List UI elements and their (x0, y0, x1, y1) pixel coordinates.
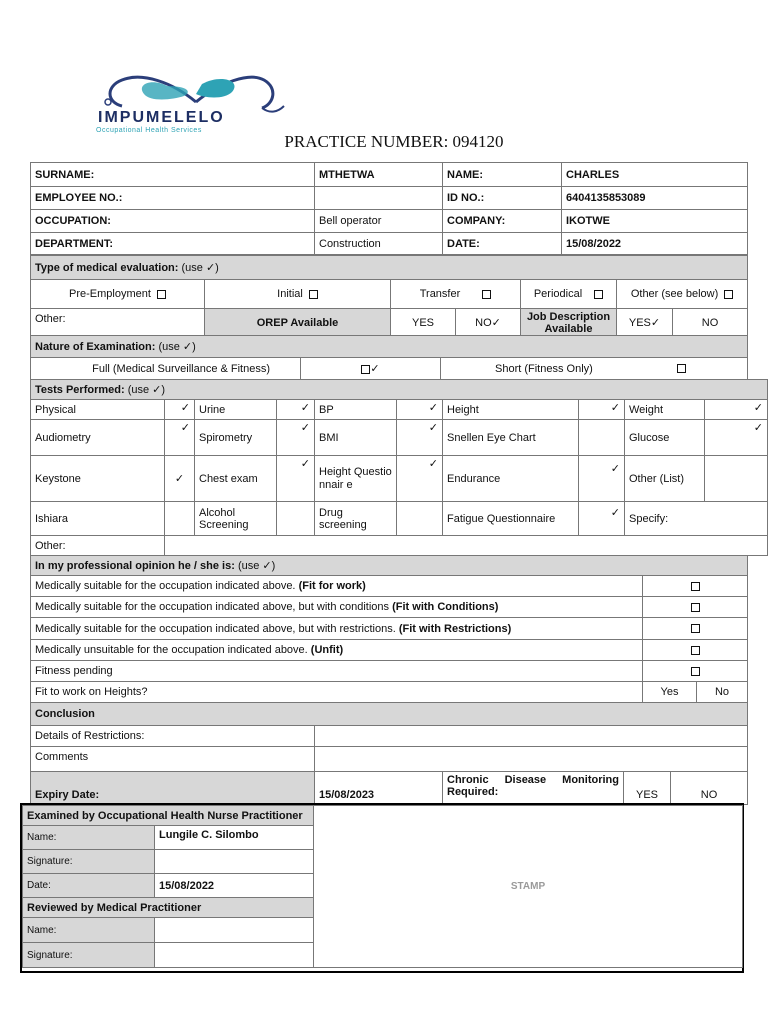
opinion-fit-checkbox[interactable] (643, 576, 748, 597)
reviewer-signature-label: Signature: (23, 943, 155, 968)
reviewer-signature-field[interactable] (155, 943, 314, 968)
department-label: DEPARTMENT: (31, 233, 315, 255)
test-alcohol-check[interactable] (277, 502, 315, 536)
chronic-no[interactable]: NO (671, 772, 748, 805)
opinion-unfit: Medically unsuitable for the occupation indicated above. (Unfit) (31, 640, 643, 661)
evaluation-table (30, 255, 748, 337)
employee-no-value (315, 187, 443, 210)
opinion-unfit-checkbox[interactable] (643, 640, 748, 661)
test-drug: Drug screening (315, 502, 397, 536)
opinion-fit-restrictions: Medically suitable for the occupation indicated above, but with restrictions. (Fit with Restrictions) (31, 618, 643, 640)
test-chest: Chest exam (195, 456, 277, 502)
job-desc-yes-checked[interactable]: YES✓ (617, 309, 673, 337)
test-audiometry: Audiometry (31, 420, 165, 456)
other-see-below-option[interactable]: Other (see below) (617, 280, 748, 309)
opinion-heights: Fit to work on Heights? (31, 682, 643, 703)
date-value: 15/08/2022 (562, 233, 748, 255)
test-bp: BP (315, 400, 397, 420)
name-label: NAME: (443, 163, 562, 187)
logo-wordmark: IMPUMELELO (98, 109, 225, 126)
signoff-table (22, 805, 743, 968)
periodical-checkbox[interactable] (594, 290, 603, 299)
test-ishiara-check[interactable] (165, 502, 195, 536)
test-bp-check[interactable]: ✓ (397, 400, 443, 420)
occupation-value: Bell operator (315, 210, 443, 233)
comments-label: Comments (31, 747, 315, 772)
nature-table (30, 335, 748, 380)
occupation-label: OCCUPATION: (31, 210, 315, 233)
initial-checkbox[interactable] (309, 290, 318, 299)
orep-yes[interactable]: YES (391, 309, 456, 336)
test-keystone: Keystone (31, 456, 165, 502)
surname-label: SURNAME: (31, 163, 315, 187)
tests-other-field[interactable] (165, 536, 768, 556)
test-snellen-check[interactable] (579, 420, 625, 456)
pre-employment-checkbox[interactable] (157, 290, 166, 299)
opinion-fit: Medically suitable for the occupation indicated above. (Fit for work) (31, 576, 643, 597)
comments-field[interactable] (315, 747, 748, 772)
opinion-pending-checkbox[interactable] (643, 661, 748, 682)
full-exam-checkbox[interactable]: ✓ (301, 358, 441, 380)
opinion-restrictions-checkbox[interactable] (643, 618, 748, 640)
test-snellen: Snellen Eye Chart (443, 420, 579, 456)
test-height-questionnaire: Height Questionnair e (315, 456, 397, 502)
chronic-disease-label: Chronic Disease Monitoring Required: (443, 772, 624, 804)
restrictions-label: Details of Restrictions: (31, 726, 315, 747)
tests-other-label: Other: (31, 536, 165, 556)
test-alcohol: Alcohol Screening (195, 502, 277, 536)
reviewed-header: Reviewed by Medical Practitioner (23, 898, 314, 918)
short-exam-checkbox[interactable] (677, 364, 686, 373)
reviewer-name-field[interactable] (155, 918, 314, 943)
test-height-questionnaire-check[interactable]: ✓ (397, 456, 443, 502)
evaluation-header: Type of medical evaluation: (use ✓) (31, 256, 748, 280)
nature-header: Nature of Examination: (use ✓) (31, 336, 748, 358)
name-value: CHARLES (562, 163, 748, 187)
test-bmi-check[interactable]: ✓ (397, 420, 443, 456)
opinion-conditions-checkbox[interactable] (643, 597, 748, 618)
test-endurance: Endurance (443, 456, 579, 502)
test-urine-check[interactable]: ✓ (277, 400, 315, 420)
periodical-option[interactable]: Periodical (521, 280, 617, 309)
test-fatigue: Fatigue Questionnaire (443, 502, 579, 536)
logo-tagline: Occupational Health Services (96, 127, 202, 134)
personal-details-table (30, 162, 748, 255)
orep-yes-no (391, 309, 521, 337)
examiner-date-value: 15/08/2022 (155, 874, 314, 898)
id-no-label: ID NO.: (443, 187, 562, 210)
examiner-date-label: Date: (23, 874, 155, 898)
test-weight: Weight (625, 400, 705, 420)
transfer-option[interactable]: Transfer (391, 280, 521, 309)
expiry-value: 15/08/2023 (315, 772, 443, 805)
pre-employment-option[interactable]: Pre-Employment (31, 280, 205, 309)
job-desc-no[interactable]: NO (673, 309, 748, 337)
examined-header: Examined by Occupational Health Nurse Practitioner (23, 806, 314, 826)
conclusion-table (30, 702, 748, 805)
test-glucose-check[interactable]: ✓ (705, 420, 768, 456)
test-physical: Physical (31, 400, 165, 420)
test-spirometry-check[interactable]: ✓ (277, 420, 315, 456)
other-checkbox[interactable] (724, 290, 733, 299)
test-chest-check[interactable]: ✓ (277, 456, 315, 502)
heights-yes[interactable]: Yes (643, 682, 697, 703)
job-description-label: Job Description Available (521, 309, 617, 337)
transfer-checkbox[interactable] (482, 290, 491, 299)
opinion-table (30, 555, 748, 703)
reviewer-name-label: Name: (23, 918, 155, 943)
test-spirometry: Spirometry (195, 420, 277, 456)
initial-option[interactable]: Initial (205, 280, 391, 309)
employee-no-label: EMPLOYEE NO.: (31, 187, 315, 210)
test-other-list: Other (List) (625, 456, 705, 502)
stamp-area: STAMP (314, 806, 743, 968)
test-other-list-check[interactable] (705, 456, 768, 502)
other-label: Other: (31, 309, 205, 337)
opinion-pending: Fitness pending (31, 661, 643, 682)
tests-table (30, 379, 768, 556)
test-fatigue-check[interactable]: ✓ (579, 502, 625, 536)
test-glucose: Glucose (625, 420, 705, 456)
chronic-disease-cell (443, 772, 671, 805)
orep-available-label: OREP Available (205, 309, 391, 337)
test-audiometry-check[interactable]: ✓ (165, 420, 195, 456)
heights-no[interactable]: No (697, 682, 748, 703)
conclusion-header: Conclusion (31, 703, 748, 726)
practice-number: PRACTICE NUMBER: 094120 (284, 132, 504, 151)
test-height: Height (443, 400, 579, 420)
orep-no-checked[interactable]: NO✓ (475, 317, 501, 329)
opinion-fit-conditions: Medically suitable for the occupation indicated above, but with conditions (Fit with Conditions) (31, 597, 643, 618)
test-urine: Urine (195, 400, 277, 420)
expiry-label: Expiry Date: (31, 772, 315, 805)
test-weight-check[interactable]: ✓ (705, 400, 768, 420)
test-ishiara: Ishiara (31, 502, 165, 536)
test-endurance-check[interactable]: ✓ (579, 456, 625, 502)
test-bmi: BMI (315, 420, 397, 456)
id-no-value: 6404135853089 (562, 187, 748, 210)
test-physical-check[interactable]: ✓ (165, 400, 195, 420)
restrictions-field[interactable] (315, 726, 748, 747)
company-value: IKOTWE (562, 210, 748, 233)
chronic-yes[interactable]: YES (635, 789, 658, 801)
test-height-check[interactable]: ✓ (579, 400, 625, 420)
test-keystone-check[interactable]: ✓ (165, 456, 195, 502)
examiner-signature-label: Signature: (23, 850, 155, 874)
opinion-header: In my professional opinion he / she is: (use ✓) (31, 556, 748, 576)
surname-value: MTHETWA (315, 163, 443, 187)
tests-header: Tests Performed: (use ✓) (31, 380, 768, 400)
company-label: COMPANY: (443, 210, 562, 233)
test-drug-check[interactable] (397, 502, 443, 536)
examiner-signature-field[interactable] (155, 850, 314, 874)
department-value: Construction (315, 233, 443, 255)
test-specify[interactable]: Specify: (625, 502, 768, 536)
examiner-name-value: Lungile C. Silombo (155, 826, 314, 850)
examiner-name-label: Name: (23, 826, 155, 850)
date-label: DATE: (443, 233, 562, 255)
company-logo (92, 62, 302, 134)
full-exam-label: Full (Medical Surveillance & Fitness) (31, 358, 301, 380)
short-exam-option[interactable]: Short (Fitness Only) (441, 358, 748, 380)
